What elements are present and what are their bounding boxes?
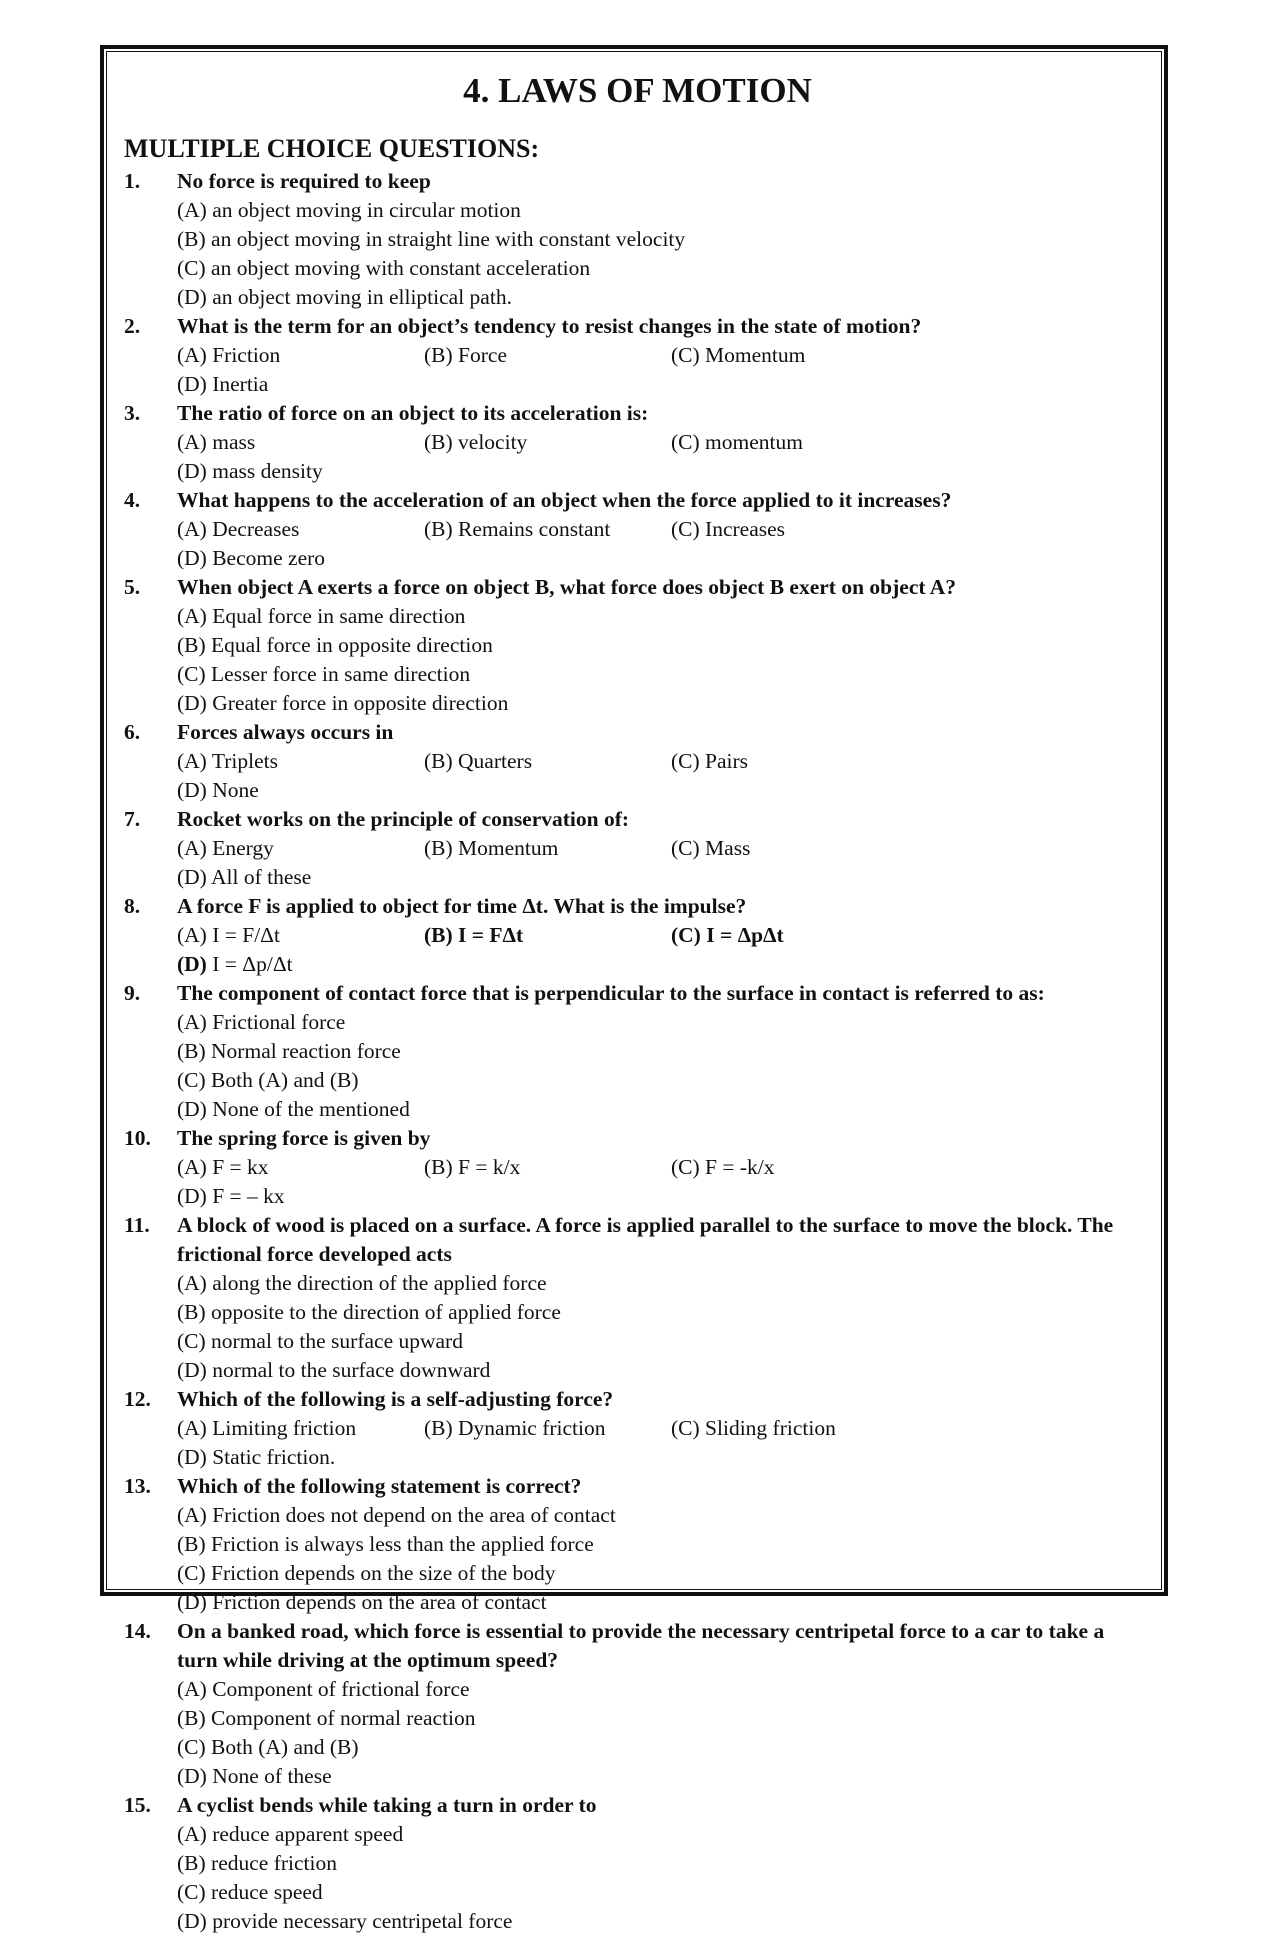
- option-c: (C) Friction depends on the size of the body: [177, 1561, 556, 1585]
- option-a: (A) Decreases: [177, 517, 300, 541]
- option-group: [177, 1414, 1144, 1472]
- option-c: (C) Momentum: [671, 343, 806, 367]
- option-c: (C) Both (A) and (B): [177, 1068, 359, 1092]
- question-text: A force F is applied to object for time Δt. What is the impulse?: [177, 894, 747, 918]
- option-a: (A) Energy: [177, 836, 274, 860]
- question-8: [124, 892, 1144, 979]
- option-c: (C) Mass: [671, 836, 751, 860]
- option-group: [177, 341, 1144, 399]
- option-b: (B) an object moving in straight line with constant velocity: [177, 227, 686, 251]
- question-7: [124, 805, 1144, 892]
- question-text: When object A exerts a force on object B, what force does object B exert on object A?: [177, 575, 956, 599]
- question-number: 4.: [124, 488, 141, 512]
- option-d: (D) None: [177, 778, 259, 802]
- question-stem: [124, 399, 1144, 428]
- option-b: (B) velocity: [424, 430, 528, 454]
- option-d: (D) I = Δp/Δt: [177, 952, 293, 976]
- question-stem: [124, 573, 1144, 602]
- question-number: 5.: [124, 575, 141, 599]
- question-9: [124, 979, 1144, 1124]
- option-group: [177, 1820, 1144, 1936]
- question-stem: [124, 805, 1144, 834]
- question-number: 2.: [124, 314, 141, 338]
- option-a: (A) Friction: [177, 343, 281, 367]
- option-b: (B) Friction is always less than the applied force: [177, 1532, 594, 1556]
- section-heading: MULTIPLE CHOICE QUESTIONS:: [124, 134, 540, 163]
- option-d: (D) Inertia: [177, 372, 269, 396]
- option-d: (D) Static friction.: [177, 1445, 336, 1469]
- question-text: On a banked road, which force is essential to provide the necessary centripetal force to a car to take a turn while driving at the optimum speed?: [177, 1619, 1105, 1672]
- option-b: (B) Component of normal reaction: [177, 1706, 476, 1730]
- question-stem: [124, 167, 1144, 196]
- option-d: (D) mass density: [177, 459, 323, 483]
- option-b: (B) Equal force in opposite direction: [177, 633, 493, 657]
- question-14: [124, 1617, 1144, 1791]
- question-10: [124, 1124, 1144, 1211]
- question-3: [124, 399, 1144, 486]
- option-a: (A) along the direction of the applied force: [177, 1271, 547, 1295]
- question-11: [124, 1211, 1144, 1385]
- question-number: 10.: [124, 1126, 151, 1150]
- question-text: No force is required to keep: [177, 169, 431, 193]
- question-number: 8.: [124, 894, 141, 918]
- option-a: (A) Limiting friction: [177, 1416, 357, 1440]
- option-group: [177, 1269, 1144, 1385]
- option-a: (A) I = F/Δt: [177, 923, 280, 947]
- option-c: (C) Sliding friction: [671, 1416, 836, 1440]
- option-b: (B) Force: [424, 343, 507, 367]
- option-a: (A) Component of frictional force: [177, 1677, 470, 1701]
- option-c: (C) F = -k/x: [671, 1155, 775, 1179]
- question-text: Rocket works on the principle of conservation of:: [177, 807, 630, 831]
- question-number: 7.: [124, 807, 141, 831]
- option-a: (A) an object moving in circular motion: [177, 198, 521, 222]
- question-stem: [124, 1211, 1144, 1269]
- option-c: (C) normal to the surface upward: [177, 1329, 463, 1353]
- option-d: (D) Become zero: [177, 546, 326, 570]
- question-12: [124, 1385, 1144, 1472]
- option-b: (B) reduce friction: [177, 1851, 337, 1875]
- question-2: [124, 312, 1144, 399]
- option-b: (B) Momentum: [424, 836, 559, 860]
- question-stem: [124, 1385, 1144, 1414]
- question-number: 14.: [124, 1619, 151, 1643]
- option-d: (D) F = – kx: [177, 1184, 285, 1208]
- question-number: 9.: [124, 981, 141, 1005]
- question-number: 15.: [124, 1793, 151, 1817]
- question-15: [124, 1791, 1144, 1936]
- question-stem: [124, 718, 1144, 747]
- question-text: A cyclist bends while taking a turn in order to: [177, 1793, 597, 1817]
- question-number: 3.: [124, 401, 141, 425]
- option-group: [177, 602, 1144, 718]
- option-c: (C) reduce speed: [177, 1880, 323, 1904]
- option-a: (A) Frictional force: [177, 1010, 346, 1034]
- question-text: Which of the following statement is correct?: [177, 1474, 582, 1498]
- option-a: (A) reduce apparent speed: [177, 1822, 404, 1846]
- option-d: (D) None of these: [177, 1764, 332, 1788]
- option-group: [177, 921, 1144, 979]
- option-b: (B) opposite to the direction of applied force: [177, 1300, 561, 1324]
- question-number: 11.: [124, 1213, 150, 1237]
- question-stem: [124, 979, 1144, 1008]
- question-1: [124, 167, 1144, 312]
- option-b: (B) F = k/x: [424, 1155, 521, 1179]
- option-d: (D) normal to the surface downward: [177, 1358, 491, 1382]
- option-a: (A) Triplets: [177, 749, 278, 773]
- option-d: (D) provide necessary centripetal force: [177, 1909, 513, 1933]
- question-stem: [124, 312, 1144, 341]
- question-text: The component of contact force that is perpendicular to the surface in contact is referred to as:: [177, 981, 1045, 1005]
- option-a: (A) F = kx: [177, 1155, 269, 1179]
- question-stem: [124, 1124, 1144, 1153]
- option-group: [177, 1008, 1144, 1124]
- option-group: [177, 1501, 1144, 1617]
- option-d: (D) Friction depends on the area of contact: [177, 1590, 547, 1614]
- question-text: What is the term for an object’s tendency to resist changes in the state of motion?: [177, 314, 922, 338]
- option-c: (C) Increases: [671, 517, 786, 541]
- option-b: (B) Quarters: [424, 749, 533, 773]
- option-group: [177, 515, 1144, 573]
- option-group: [177, 1153, 1144, 1211]
- option-d: (D) All of these: [177, 865, 312, 889]
- option-d: (D) an object moving in elliptical path.: [177, 285, 512, 309]
- question-13: [124, 1472, 1144, 1617]
- question-number: 1.: [124, 169, 141, 193]
- option-group: [177, 428, 1144, 486]
- option-a: (A) Equal force in same direction: [177, 604, 466, 628]
- option-group: [177, 1675, 1144, 1791]
- question-number: 13.: [124, 1474, 151, 1498]
- question-text: Which of the following is a self-adjusting force?: [177, 1387, 614, 1411]
- question-stem: [124, 1472, 1144, 1501]
- question-stem: [124, 486, 1144, 515]
- option-c: (C) an object moving with constant acceleration: [177, 256, 591, 280]
- question-4: [124, 486, 1144, 573]
- question-stem: [124, 1617, 1144, 1675]
- question-text: The spring force is given by: [177, 1126, 431, 1150]
- question-5: [124, 573, 1144, 718]
- question-list: [124, 167, 1144, 1936]
- option-b: (B) Remains constant: [424, 517, 611, 541]
- question-text: Forces always occurs in: [177, 720, 394, 744]
- option-b: (B) Normal reaction force: [177, 1039, 401, 1063]
- question-stem: [124, 1791, 1144, 1820]
- option-d: (D) Greater force in opposite direction: [177, 691, 509, 715]
- question-stem: [124, 892, 1144, 921]
- question-6: [124, 718, 1144, 805]
- question-text: A block of wood is placed on a surface. A force is applied parallel to the surface to move the block. The frictional force developed acts: [177, 1213, 1114, 1266]
- option-a: (A) Friction does not depend on the area of contact: [177, 1503, 616, 1527]
- option-a: (A) mass: [177, 430, 256, 454]
- question-number: 12.: [124, 1387, 151, 1411]
- option-c: (C) Pairs: [671, 749, 749, 773]
- option-b: (B) I = FΔt: [424, 923, 524, 947]
- option-group: [177, 747, 1144, 805]
- option-group: [177, 834, 1144, 892]
- option-b: (B) Dynamic friction: [424, 1416, 606, 1440]
- question-text: What happens to the acceleration of an object when the force applied to it increases?: [177, 488, 952, 512]
- option-group: [177, 196, 1144, 312]
- question-number: 6.: [124, 720, 141, 744]
- chapter-title: 4. LAWS OF MOTION: [463, 71, 812, 110]
- option-c: (C) I = ΔpΔt: [671, 923, 784, 947]
- option-c: (C) Both (A) and (B): [177, 1735, 359, 1759]
- option-d: (D) None of the mentioned: [177, 1097, 410, 1121]
- option-c: (C) Lesser force in same direction: [177, 662, 471, 686]
- question-text: The ratio of force on an object to its acceleration is:: [177, 401, 649, 425]
- option-c: (C) momentum: [671, 430, 803, 454]
